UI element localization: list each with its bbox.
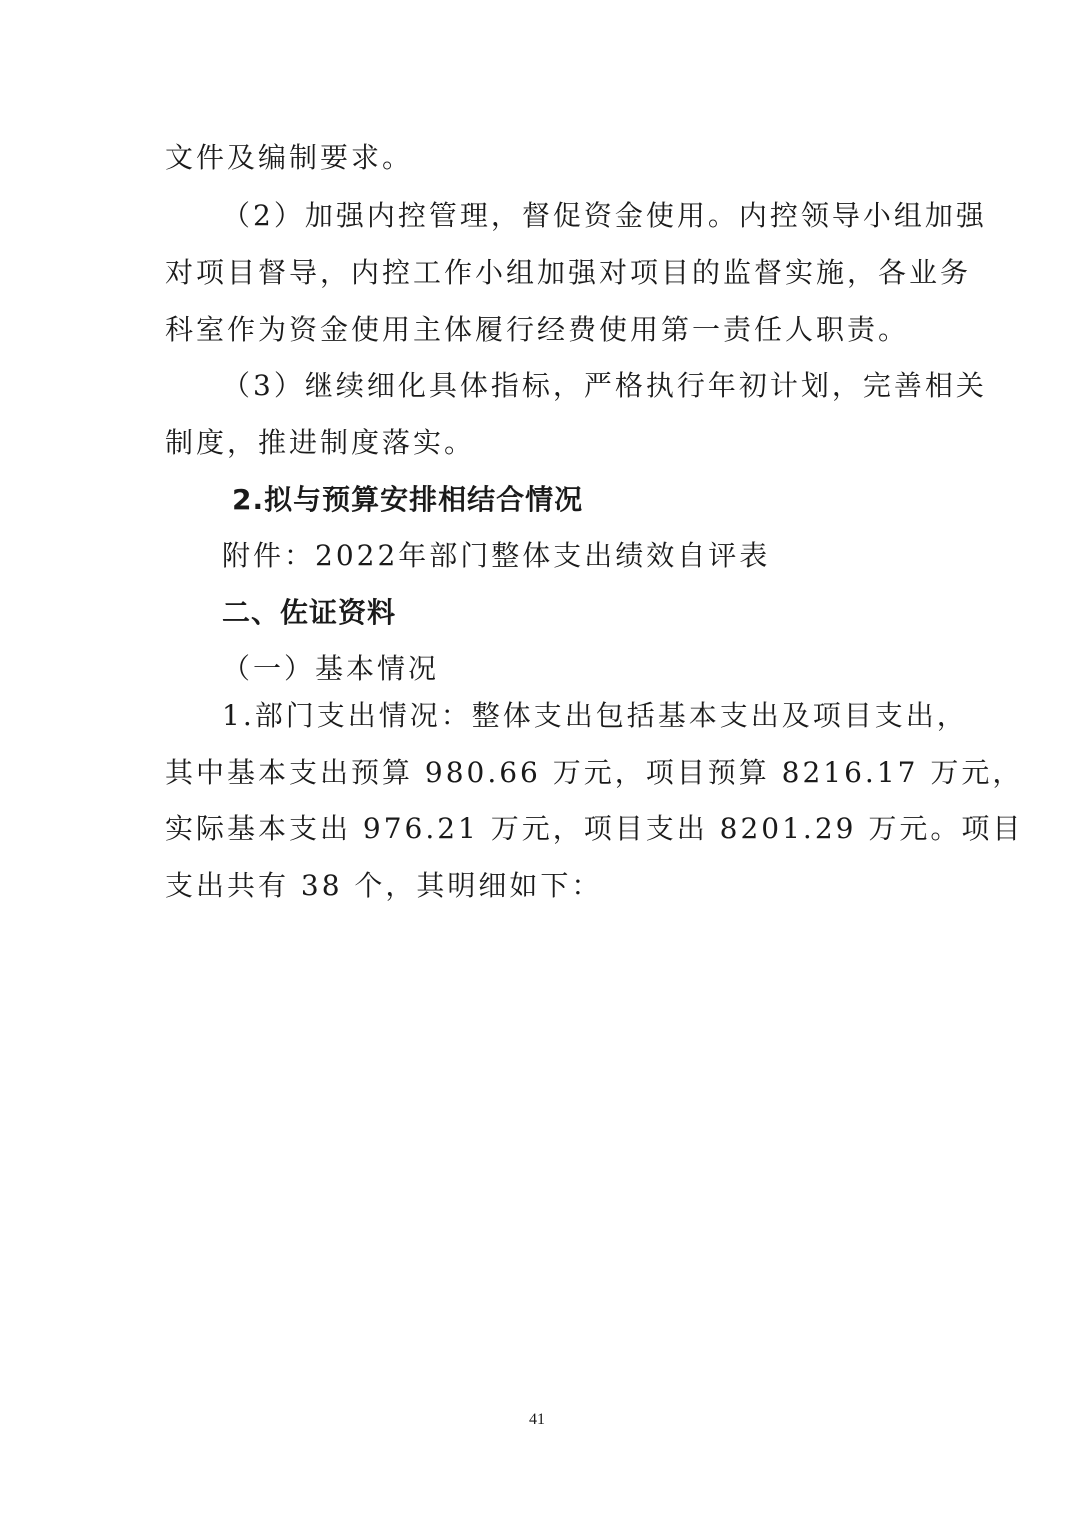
paragraph-line: 1.部门支出情况：整体支出包括基本支出及项目支出，	[222, 699, 968, 732]
paragraph-line: 实际基本支出 976.21 万元，项目支出 8201.29 万元。项目	[165, 812, 1024, 845]
section-heading: 2.拟与预算安排相结合情况	[232, 483, 584, 516]
paragraph-line: 其中基本支出预算 980.66 万元，项目预算 8216.17 万元，	[165, 756, 1024, 789]
paragraph-line: （3）继续细化具体指标，严格执行年初计划，完善相关	[222, 369, 987, 402]
attachment-line: 附件：2022年部门整体支出绩效自评表	[222, 539, 771, 572]
paragraph-line: 文件及编制要求。	[165, 141, 414, 174]
subsection-heading: （一）基本情况	[222, 652, 440, 685]
paragraph-line: （2）加强内控管理，督促资金使用。内控领导小组加强	[222, 199, 987, 232]
page-number: 41	[529, 1411, 545, 1428]
paragraph-line: 科室作为资金使用主体履行经费使用第一责任人职责。	[165, 313, 910, 346]
paragraph-line: 支出共有 38 个，其明细如下：	[165, 869, 603, 902]
section-heading: 二、佐证资料	[222, 596, 397, 629]
paragraph-line: 对项目督导，内控工作小组加强对项目的监督实施，各业务	[165, 256, 972, 289]
paragraph-line: 制度，推进制度落实。	[165, 426, 476, 459]
